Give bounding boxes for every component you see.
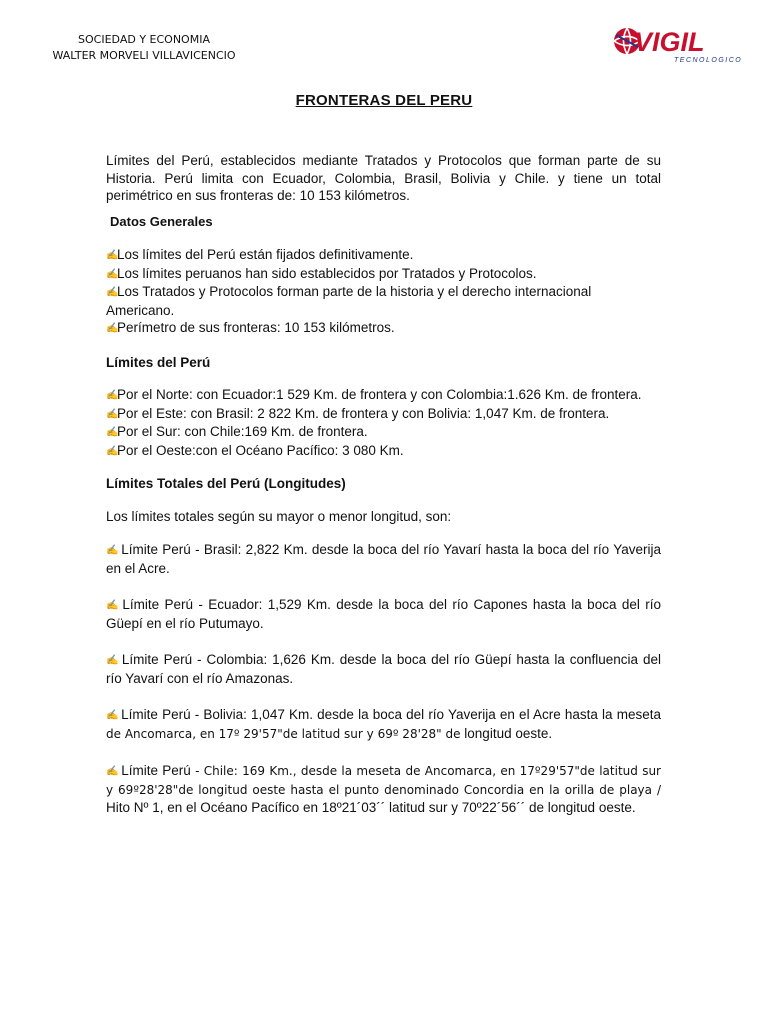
list-item: ✍Perímetro de sus fronteras: 10 153 kilómetros.: [106, 319, 661, 338]
vigil-logo: [612, 24, 743, 74]
hand-pencil-icon: ✍: [106, 408, 119, 420]
hand-pencil-icon: ✍: [106, 655, 119, 666]
hand-pencil-icon: ✍: [106, 766, 119, 777]
list-item-brasil: ✍ Límite Perú - Brasil: 2,822 Km. desde la boca del río Yavarí hasta la boca del río Yaverija en el Acre.: [106, 542, 661, 576]
heading-limites: Límites del Perú: [106, 354, 211, 370]
hand-pencil-icon: ✍: [106, 427, 119, 438]
heading-datos-generales: Datos Generales: [110, 213, 213, 229]
list-item: ✍Por el Norte: con Ecuador:1 529 Km. de frontera y con Colombia:1.626 Km. de frontera.: [106, 386, 661, 405]
list-item: ✍Por el Sur: con Chile:169 Km. de frontera.: [106, 423, 661, 442]
list-item-bolivia: ✍ Límite Perú - Bolivia: 1,047 Km. desde la boca del río Yaverija en el Acre hasta la meseta de Ancomarca, en 17º 29'57"de latitud sur y 69º 28'28" de longitud oeste.: [106, 707, 661, 741]
document-title: FRONTERAS DEL PERU: [295, 92, 473, 109]
intro-paragraph: Límites del Perú, establecidos mediante Tratados y Protocolos que forman parte de su Historia. Perú limita con Ecuador, Colombia, Brasil, Bolivia y Chile. y tiene un total perimétrico en sus fronteras de: 10 153 kilómetros.: [106, 153, 661, 203]
hand-pencil-icon: ✍: [106, 545, 119, 556]
hand-pencil-icon: ✍: [106, 390, 119, 401]
hand-pencil-icon: ✍: [106, 600, 119, 611]
list-item: ✍Los límites peruanos han sido establecidos por Tratados y Protocolos.: [106, 265, 661, 284]
list-item-chile: ✍ Límite Perú - Chile: 169 Km., desde la meseta de Ancomarca, en 17º29'57"de latitud sur y 69º28'28"de longitud oeste hasta el punto denominado Concordia en la orilla de playa / Hito Nº 1, en el Océano Pacífico en 18º21´03´´ latitud sur y 70º22´56´´ de longitud oeste.: [106, 763, 661, 815]
list-item: ✍Por el Oeste:con el Océano Pacífico: 3 080 Km.: [106, 442, 661, 461]
header-author: WALTER MORVELI VILLAVICENCIO: [52, 49, 236, 62]
list-item: ✍Por el Este: con Brasil: 2 822 Km. de frontera y con Bolivia: 1,047 Km. de frontera.: [106, 405, 661, 424]
list-item: ✍Los límites del Perú están fijados definitivamente.: [106, 246, 661, 265]
hand-pencil-icon: ✍: [106, 268, 119, 280]
hand-pencil-icon: ✍: [106, 445, 119, 457]
list-item-ecuador: ✍ Límite Perú - Ecuador: 1,529 Km. desde la boca del río Capones hasta la boca del río Güepí en el río Putumayo.: [106, 597, 661, 631]
hand-pencil-icon: ✍: [106, 323, 119, 334]
limites-list: [106, 386, 661, 460]
datos-generales-list: [106, 246, 661, 338]
logo-wordmark: VIGIL: [634, 27, 705, 57]
hand-pencil-icon: ✍: [106, 250, 119, 261]
document-header: [44, 32, 244, 64]
limites-totales-intro: Los límites totales según su mayor o menor longitud, son:: [106, 508, 452, 524]
list-item: ✍Los Tratados y Protocolos forman parte de la historia y el derecho internacional Americano.: [106, 284, 592, 318]
heading-limites-totales: Límites Totales del Perú (Longitudes): [106, 476, 346, 491]
list-item-colombia: ✍ Límite Perú - Colombia: 1,626 Km. desde la boca del río Güepí hasta la confluencia del río Yavarí con el río Amazonas.: [106, 652, 661, 686]
header-course: SOCIEDAD Y ECONOMIA: [78, 33, 210, 46]
logo-subtext: TECNOLOGICO: [674, 57, 743, 64]
hand-pencil-icon: ✍: [106, 287, 119, 298]
document-body: [106, 152, 661, 817]
hand-pencil-icon: ✍: [106, 710, 119, 721]
